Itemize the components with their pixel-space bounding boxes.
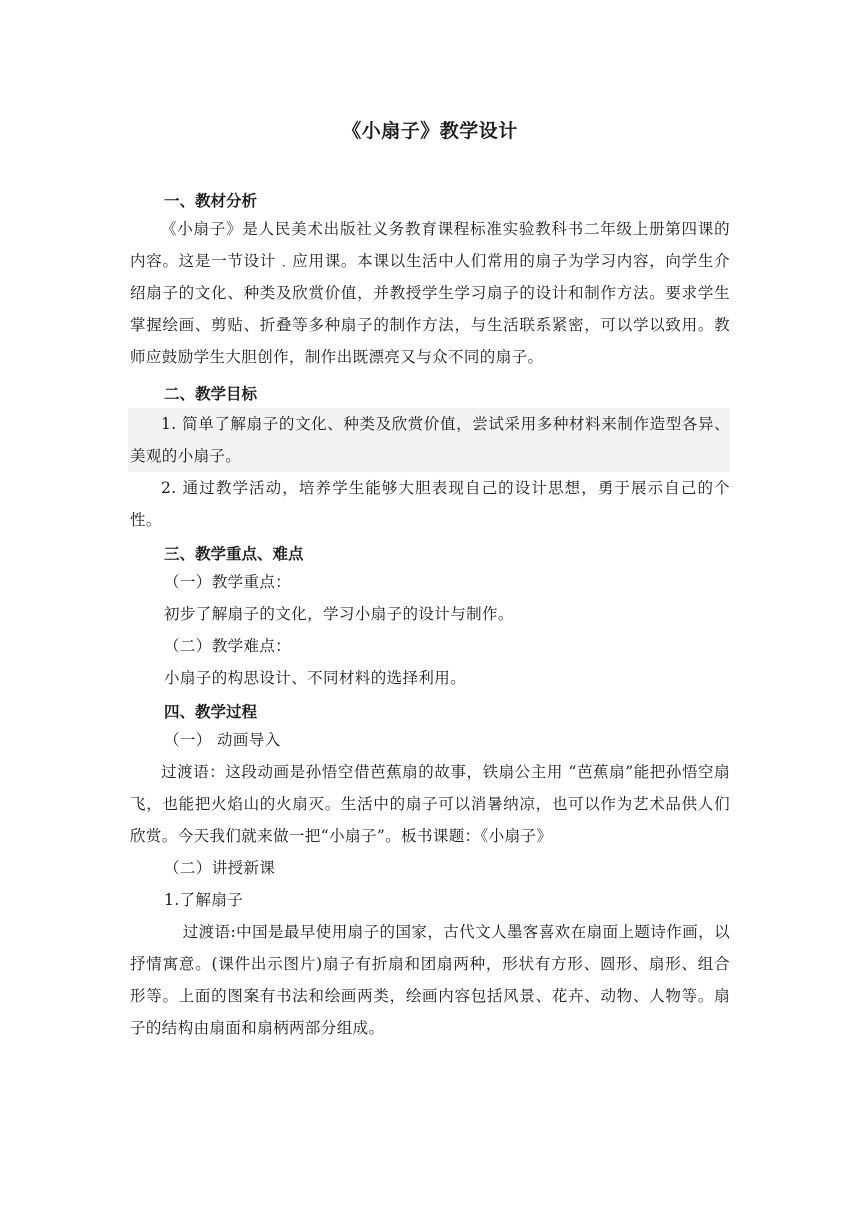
document-body xyxy=(130,189,730,1044)
section-heading-goals: 二、教学目标 xyxy=(164,385,258,403)
difficulty-text: 小扇子的构思设计、不同材料的选择利用。 xyxy=(164,669,467,687)
step-2-subheading: 1.了解扇子 xyxy=(164,891,244,909)
step-2-label: （二）讲授新课 xyxy=(164,859,276,877)
section-heading-process: 四、教学过程 xyxy=(164,703,258,721)
key-point-label: （一）教学重点： xyxy=(164,573,292,591)
step-2-paragraph: 过渡语:中国是最早使用扇子的国家，古代文人墨客喜欢在扇面上题诗作画，以抒情寓意。(课件出示图片)扇子有折扇和团扇两种，形状有方形、圆形、扇形、组合形等。上面的图案有书法和绘画两类，绘画内容包括风景、花卉、动物、人物等。扇子的结构由扇面和扇柄两部分组成。 xyxy=(130,923,730,1037)
difficulty-label: （二）教学难点： xyxy=(164,637,292,655)
step-1-paragraph: 过渡语：这段动画是孙悟空借芭蕉扇的故事，铁扇公主用 “芭蕉扇”能把孙悟空扇飞，也能把火焰山的火扇灭。生活中的扇子可以消暑纳凉，也可以作为艺术品供人们欣赏。今天我们就来做一把“小扇子”。板书课题：《小扇子》 xyxy=(130,763,730,845)
key-point-text: 初步了解扇子的文化，学习小扇子的设计与制作。 xyxy=(164,605,514,623)
goal-item-1: 1. 简单了解扇子的文化、种类及欣赏价值，尝试采用多种材料来制作造型各异、美观的小扇子。 xyxy=(128,408,730,472)
section-heading-key-points: 三、教学重点、难点 xyxy=(164,545,304,563)
materials-paragraph: 《小扇子》是人民美术出版社义务教育课程标准实验教科书二年级上册第四课的内容。这是一节设计﹒应用课。本课以生活中人们常用的扇子为学习内容，向学生介绍扇子的文化、种类及欣赏价值，并教授学生学习扇子的设计和制作方法。要求学生掌握绘画、剪贴、折叠等多种扇子的制作方法，与生活联系紧密，可以学以致用。教师应鼓励学生大胆创作，制作出既漂亮又与众不同的扇子。 xyxy=(130,220,730,366)
document-title: 《小扇子》教学设计 xyxy=(342,120,518,142)
section-heading-materials: 一、教材分析 xyxy=(164,192,258,210)
goal-item-2: 2. 通过教学活动，培养学生能够大胆表现自己的设计思想，勇于展示自己的个性。 xyxy=(130,479,730,529)
step-1-label: （一） 动画导入 xyxy=(164,731,281,749)
